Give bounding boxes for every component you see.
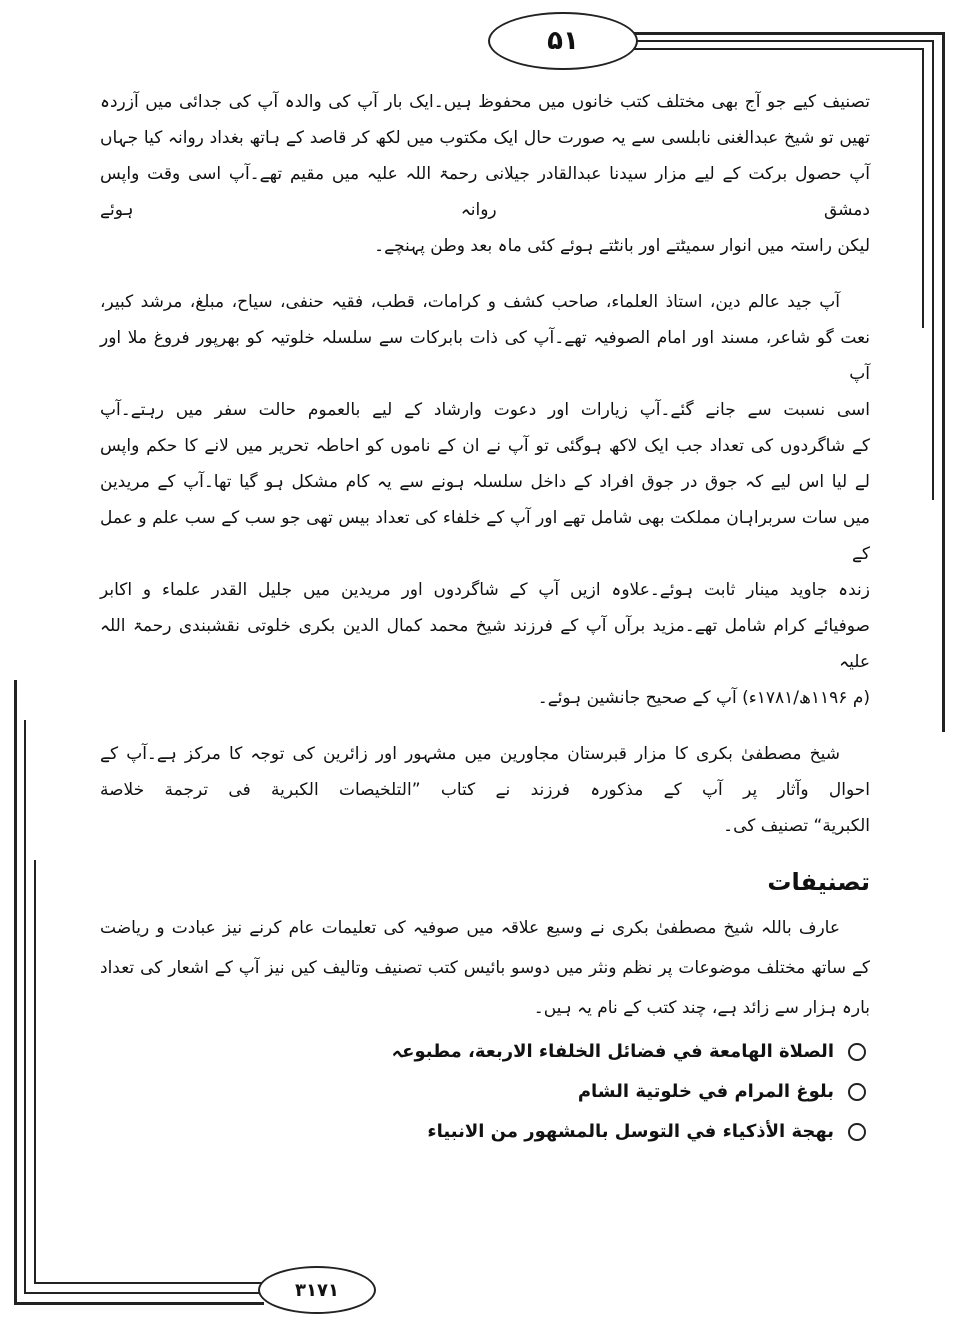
text-line: صوفیائے کرام شامل تھے۔مزید برآں آپ کے فرزند شیخ محمد کمال الدین بکری خلوتی نقشبندی رحمۃ اللہ علیہ: [100, 616, 870, 672]
page-number-badge: [258, 1266, 376, 1314]
text-line: دمشق روانہ ہوئے: [100, 200, 870, 220]
page-number: ۳۱۷۱: [295, 1279, 339, 1301]
frame-line-bottom-1: [14, 1302, 264, 1305]
text-line: آپ جید عالم دین، استاذ العلماء، صاحب کشف و کرامات، قطب، فقیہ حنفی، سیاح، مبلغ، مرشد کبیر،: [100, 292, 840, 312]
book-title: بهجة الأذكياء في التوسل بالمشهور من الانبياء: [427, 1121, 834, 1142]
text-line: (م ۱۱۹۶ھ/۱۷۸۱ء) آپ کے صحیح جانشین ہوئے۔: [537, 688, 870, 708]
list-item: [100, 1032, 870, 1072]
circle-bullet-icon: [848, 1123, 866, 1141]
text-line: لیکن راستہ میں انوار سمیٹتے اور بانٹتے ہوئے کئی ماہ بعد وطن پہنچے۔: [374, 236, 870, 256]
list-item: [100, 1112, 870, 1152]
frame-line-right-1: [942, 32, 945, 732]
frame-line-left-1: [14, 680, 17, 1305]
text-line: میں سات سربراہان مملکت بھی شامل تھے اور آپ کے خلفاء کی تعداد بیس تھی جو سب کے سب علم و عمل کے: [100, 508, 870, 564]
text-line: تھیں تو شیخ عبدالغنی نابلسی سے یہ صورت حال ایک مکتوب میں لکھ کر قاصد کے ہاتھ بغداد روانہ کیا جہاں: [100, 128, 870, 148]
frame-line-right-2: [932, 40, 934, 500]
text-line: زندہ جاوید مینار ثابت ہوئے۔علاوہ ازیں آپ کے شاگردوں اور مریدین میں جلیل القدر علماء و اکابر: [100, 580, 870, 600]
circle-bullet-icon: [848, 1083, 866, 1101]
text-line: نعت گو شاعر، مسند اور امام الصوفیہ تھے۔آپ کی ذات بابرکات سے سلسلہ خلوتیہ کو بھرپور فروغ ملا اور آپ: [100, 328, 870, 384]
list-item: [100, 1072, 870, 1112]
chapter-number: ۵۱: [547, 26, 579, 56]
frame-line-bottom-2: [24, 1292, 264, 1294]
frame-line-left-2: [24, 720, 26, 1294]
text-line: لے لیا اس لیے کہ جوق در جوق افراد کے داخل سلسلہ ہونے سے یہ کام مشکل ہو گیا تھا۔آپ کے مریدین: [100, 472, 870, 492]
frame-line-bottom-3: [34, 1282, 264, 1284]
paragraph-2: [100, 284, 870, 716]
page-body: [100, 84, 870, 1152]
text-line: احوال وآثار پر آپ کے مذکورہ فرزند نے کتاب ”التلخیصات الکبریة فی ترجمة خلاصة: [100, 780, 870, 800]
paragraph-3: [100, 736, 870, 844]
section-paragraph: [100, 908, 870, 1028]
text-line: اسی نسبت سے جانے گئے۔آپ زیارات اور دعوت وارشاد کے لیے بالعموم حالت سفر میں رہتے۔آپ: [100, 400, 870, 420]
circle-bullet-icon: [848, 1043, 866, 1061]
text-line: الکبریة“ تصنیف کی۔: [723, 816, 870, 836]
chapter-number-badge: [488, 12, 638, 70]
book-title: بلوغ المرام في خلوتية الشام: [577, 1081, 834, 1102]
text-line: کے ساتھ مختلف موضوعات پر نظم ونثر میں دوسو بائیس کتب تصنیف وتالیف کیں نیز آپ کے اشعار کی تعداد: [100, 958, 870, 978]
section-heading: تصنیفات: [767, 868, 870, 896]
text-line: عارف باللہ شیخ مصطفیٰ بکری نے وسیع علاقہ میں صوفیہ کی تعلیمات عام کرنے نیز عبادت و ریاضت: [100, 918, 840, 938]
book-title: الصلاة الهامعة في فضائل الخلفاء الاربعة، مطبوعہ: [391, 1041, 834, 1062]
text-line: تصنیف کیے جو آج بھی مختلف کتب خانوں میں محفوظ ہیں۔ایک بار آپ کی والدہ آپ کی جدائی میں آزردہ: [100, 92, 870, 112]
text-line: آپ حصول برکت کے لیے مزار سیدنا عبدالقادر جیلانی رحمۃ اللہ علیہ میں مقیم تھے۔آپ اسی وقت واپس: [100, 164, 870, 184]
paragraph-1: [100, 84, 870, 264]
book-list: [100, 1032, 870, 1152]
text-line: کے شاگردوں کی تعداد جب ایک لاکھ ہوگئی تو آپ نے ان کے ناموں کو احاطہ تحریر میں لانے کا حکم واپس: [100, 436, 870, 456]
frame-line-left-3: [34, 860, 36, 1284]
text-line: شیخ مصطفیٰ بکری کا مزار قبرستان مجاورین میں مشہور اور زائرین کی توجہ کا مرکز ہے۔آپ کے: [100, 744, 840, 764]
text-line: بارہ ہزار سے زائد ہے، چند کتب کے نام یہ ہیں۔: [533, 998, 870, 1018]
frame-line-right-3: [922, 48, 924, 328]
